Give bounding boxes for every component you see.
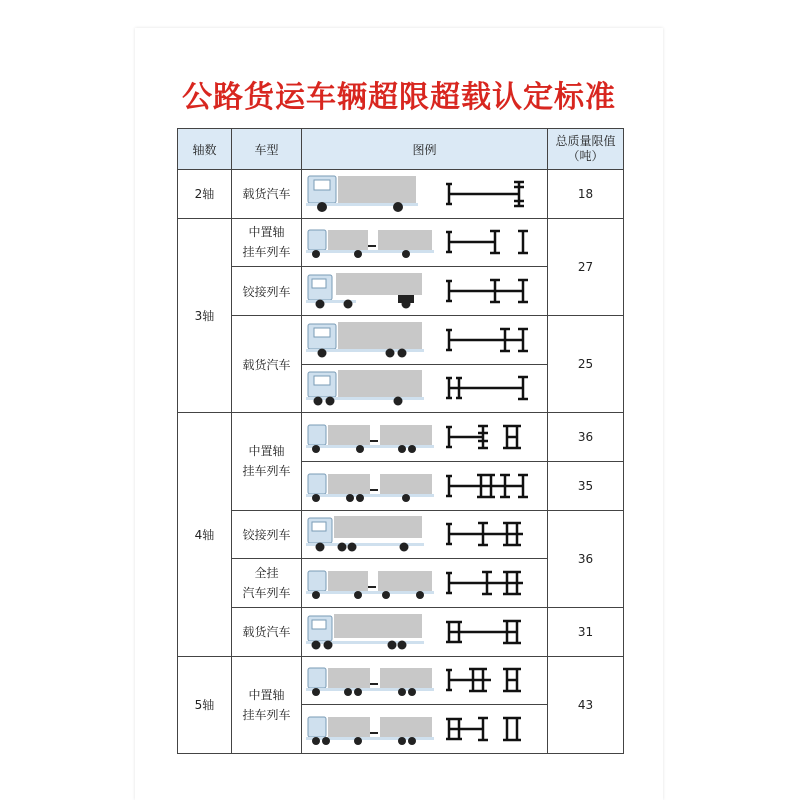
vehicle-type-line2: 挂车列车 [242,245,291,260]
weight-limit-cell: 43 [548,656,624,753]
page-title: 公路货运车辆超限超载认定标准 [182,80,616,115]
vehicle-type-line1: 中置轴 [248,444,285,459]
weight-limit-cell: 36 [548,413,624,462]
axle-schematic-icon [443,420,543,454]
diagram-cell [302,705,548,754]
truck-illustration-icon [306,612,426,652]
weight-limit-cell: 35 [548,461,624,510]
truck-illustration-icon [306,222,436,262]
header-row [178,129,624,170]
axle-schematic-icon [443,663,543,697]
weight-limit-cell: 27 [548,218,624,315]
diagram-cell [302,218,548,267]
vehicle-type-cell: 铰接列车 [232,510,302,559]
vehicle-type-cell: 载货汽车 [232,607,302,656]
weight-limit-cell: 31 [548,607,624,656]
diagram-cell [302,413,548,462]
vehicle-type-cell [232,218,302,267]
diagram-cell [302,510,548,559]
axle-schematic-icon [443,371,543,405]
table-row [178,510,624,559]
truck-illustration-icon [306,466,436,506]
vehicle-type-line1: 中置轴 [248,225,285,240]
axle-schematic-icon [443,615,543,649]
header-limit-line2: （吨） [567,149,604,163]
truck-illustration-icon [306,563,436,603]
axle-schematic-icon [443,712,543,746]
header-type: 车型 [232,129,302,170]
axle-schematic-icon [443,323,543,357]
axle-schematic-icon [443,517,543,551]
diagram-cell [302,364,548,413]
diagram-cell [302,461,548,510]
vehicle-type-cell: 载货汽车 [232,170,302,219]
vehicle-type-cell: 铰接列车 [232,267,302,316]
weight-limit-cell: 25 [548,315,624,412]
axle-schematic-icon [443,225,543,259]
diagram-cell [302,315,548,364]
vehicle-type-line1: 中置轴 [248,687,285,702]
standard-poster [135,28,663,800]
weight-limit-cell: 36 [548,510,624,607]
table-row [178,315,624,364]
table-row [178,413,624,462]
diagram-cell [302,267,548,316]
vehicle-type-line2: 挂车列车 [242,464,291,479]
table-row [178,218,624,267]
vehicle-type-cell [232,559,302,608]
vehicle-type-cell [232,656,302,753]
truck-illustration-icon [306,417,436,457]
diagram-cell [302,607,548,656]
vehicle-type-line1: 全挂 [254,566,279,581]
vehicle-type-cell [232,413,302,510]
diagram-cell [302,170,548,219]
header-axles: 轴数 [178,129,232,170]
axle-schematic-icon [443,566,543,600]
truck-illustration-icon [306,660,436,700]
axle-count-cell: 4轴 [178,413,232,656]
truck-illustration-icon [306,514,426,554]
axle-schematic-icon [443,177,543,211]
axle-count-cell: 5轴 [178,656,232,753]
header-limit-line1: 总质量限值 [555,134,616,148]
truck-illustration-icon [306,320,426,360]
standard-table [177,128,624,754]
axle-count-cell: 3轴 [178,218,232,413]
table-row [178,170,624,219]
truck-illustration-icon [306,271,426,311]
vehicle-type-line2: 挂车列车 [242,707,291,722]
header-limit [548,129,624,170]
axle-schematic-icon [443,469,543,503]
truck-illustration-icon [306,709,436,749]
diagram-cell [302,656,548,705]
weight-limit-cell: 18 [548,170,624,219]
axle-schematic-icon [443,274,543,308]
header-diagram: 图例 [302,129,548,170]
truck-illustration-icon [306,368,426,408]
vehicle-type-cell: 载货汽车 [232,315,302,412]
diagram-cell [302,559,548,608]
table-row [178,656,624,705]
vehicle-type-line2: 汽车列车 [242,586,291,601]
axle-count-cell: 2轴 [178,170,232,219]
table-row [178,607,624,656]
truck-illustration-icon [306,174,418,214]
